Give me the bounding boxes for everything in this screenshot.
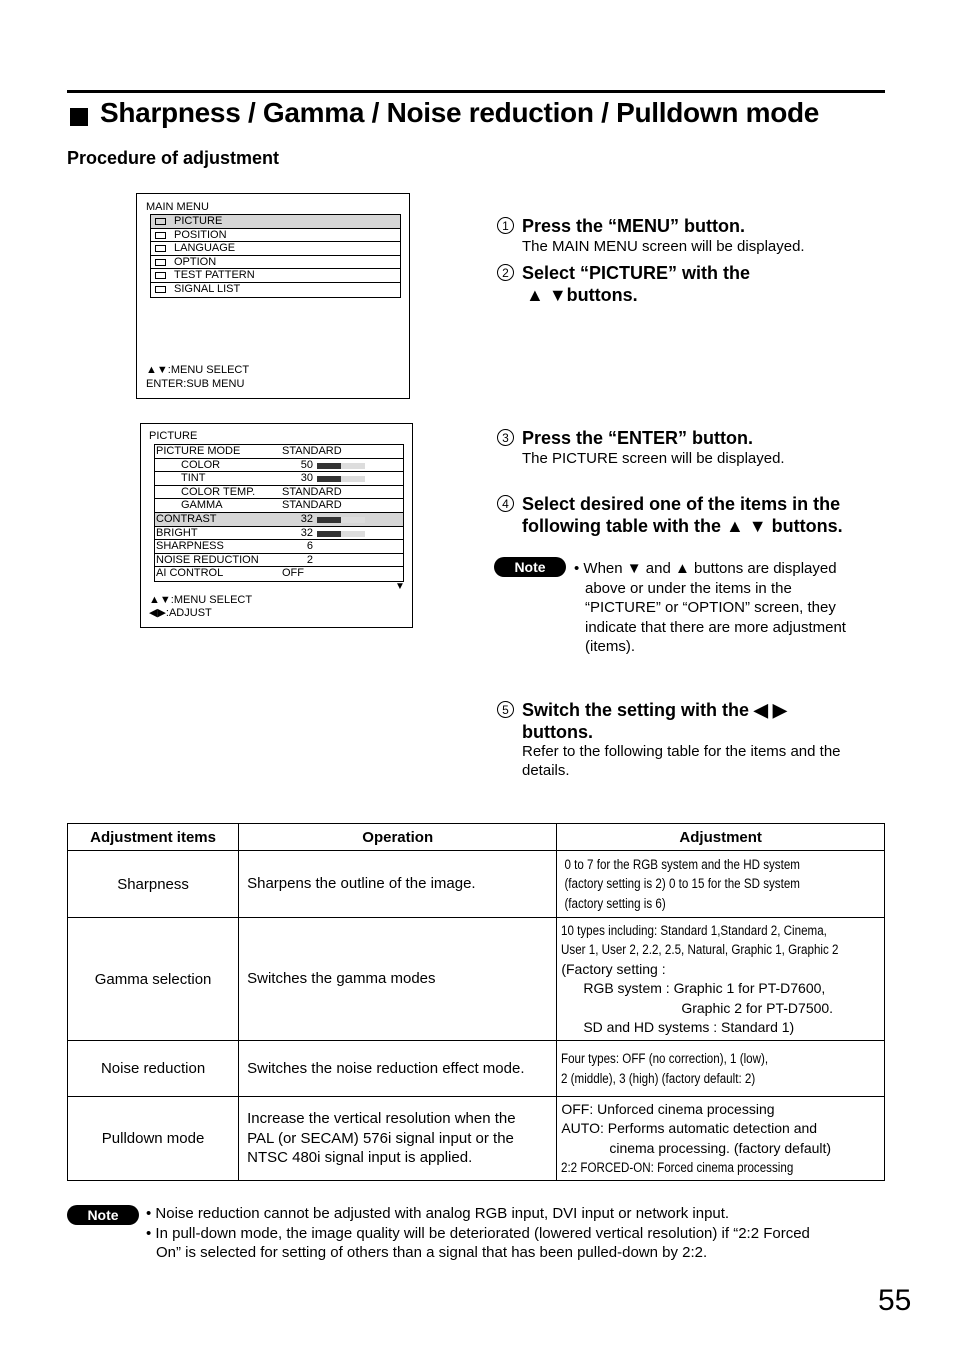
level-bar: [317, 531, 365, 537]
picture-menu-item-label: GAMMA: [181, 499, 223, 512]
step-heading: Switch the setting with the ◀ ▶: [522, 700, 787, 720]
note-line: above or under the items in the: [585, 579, 792, 597]
level-bar: [317, 476, 365, 482]
adjustment-line: AUTO: Performs automatic detection and: [561, 1120, 818, 1136]
operation-line: NTSC 480i signal input is applied.: [247, 1149, 473, 1167]
adjustment-cell: [557, 1041, 885, 1097]
step-heading: Select “PICTURE” with the: [522, 263, 751, 283]
step-heading: Press the “ENTER” button.: [522, 428, 754, 448]
main-menu-item-position[interactable]: POSITION: [151, 229, 400, 243]
picture-menu-item-value: STANDARD: [282, 485, 342, 498]
adjustment-line: OFF: Unforced cinema processing: [561, 1100, 775, 1117]
item-cell: Noise reduction: [68, 1041, 239, 1097]
level-bar-fill: [317, 531, 341, 537]
column-header: Operation: [239, 824, 557, 851]
adjustment-line: (factory setting is 2) 0 to 15 for the SD system: [564, 876, 801, 892]
column-header: Adjustment: [557, 824, 885, 851]
step-number: 1: [497, 217, 514, 234]
table-row: [68, 918, 885, 1041]
picture-menu-item-value: STANDARD: [282, 445, 342, 457]
note-line: • Noise reduction cannot be adjusted with analog RGB input, DVI input or network input.: [146, 1205, 730, 1222]
adjustment-line: cinema processing. (factory default): [609, 1139, 832, 1156]
adjustment-line: (Factory setting :: [561, 960, 666, 977]
picture-menu-item-value: 50: [300, 458, 313, 471]
table-header-row: [68, 824, 885, 851]
operation-cell: Switches the gamma modes: [239, 918, 557, 1041]
column-header: Adjustment items: [68, 824, 239, 851]
adjustment-line: 2:2 FORCED-ON: Forced cinema processing: [561, 1160, 794, 1175]
adjustment-line: Graphic 2 for PT-D7500.: [681, 999, 834, 1016]
picture-menu-item-value: 30: [300, 472, 313, 485]
table-row: [68, 1097, 885, 1181]
picture-menu-item-label: AI CONTROL: [156, 567, 224, 580]
step-number: 2: [497, 264, 514, 281]
picture-menu-item-label: COLOR: [181, 458, 221, 471]
level-bar-fill: [317, 517, 341, 523]
adjustment-line: User 1, User 2, 2.2, 2.5, Natural, Graphic 1, Graphic 2: [561, 942, 839, 957]
picture-menu-item[interactable]: [155, 459, 403, 473]
picture-menu-item-label: NOISE REDUCTION: [156, 553, 259, 566]
main-menu-list: [150, 214, 401, 298]
picture-menu-item-value: 6: [306, 540, 313, 553]
step-heading-line2: ▲ ▼buttons.: [526, 285, 638, 305]
picture-menu-item-value: 32: [300, 526, 313, 539]
adjustment-table: [67, 823, 885, 1181]
option-icon: [155, 259, 166, 266]
note-line: “PICTURE” or “OPTION” screen, they: [585, 599, 836, 616]
picture-menu-item[interactable]: [155, 486, 403, 500]
title-bullet-icon: [70, 108, 88, 126]
step-description: The PICTURE screen will be displayed.: [522, 450, 785, 467]
main-menu-item-picture[interactable]: PICTURE: [151, 215, 400, 229]
note-1: [574, 559, 874, 657]
title-rule: [67, 90, 885, 93]
note-badge: Note: [67, 1205, 139, 1225]
operation-line: Increase the vertical resolution when the: [247, 1110, 516, 1128]
picture-menu-title: PICTURE: [149, 430, 198, 442]
adjustment-line: 10 types including: Standard 1,Standard 2, Cinema,: [561, 922, 828, 938]
picture-menu-item-label: COLOR TEMP.: [181, 485, 256, 498]
main-menu-footer-select: ▲▼:MENU SELECT: [146, 364, 250, 376]
step-heading: Press the “MENU” button.: [522, 216, 746, 236]
operation-cell: Sharpens the outline of the image.: [239, 851, 557, 918]
note-line: (items).: [585, 638, 635, 655]
page-title: Sharpness / Gamma / Noise reduction / Pulldown mode: [100, 97, 820, 128]
note-badge: Note: [494, 557, 566, 577]
picture-menu-item[interactable]: [155, 527, 403, 541]
step-number: 4: [497, 495, 514, 512]
test-pattern-icon: [155, 272, 166, 279]
adjustment-line: RGB system : Graphic 1 for PT-D7600,: [583, 980, 826, 996]
picture-menu-item-value: OFF: [282, 567, 304, 580]
main-menu-title: MAIN MENU: [146, 201, 209, 213]
note-line: • When ▼ and ▲ buttons are displayed: [574, 560, 837, 577]
step-heading-line2: following table with the ▲ ▼ buttons.: [522, 516, 843, 536]
more-items-arrow-icon: ▼: [395, 581, 405, 592]
picture-menu-footer-adjust: ◀▶:ADJUST: [149, 607, 212, 619]
main-menu-footer-enter: ENTER:SUB MENU: [146, 378, 245, 390]
picture-menu-item[interactable]: [155, 513, 403, 527]
picture-menu-item-label: TINT: [181, 472, 206, 485]
item-cell: Gamma selection: [68, 918, 239, 1041]
main-menu-screen: [136, 193, 410, 399]
level-bar-fill: [317, 463, 341, 469]
picture-menu-item[interactable]: [155, 567, 403, 581]
note-2: [146, 1204, 876, 1263]
picture-menu-screen: [140, 423, 413, 628]
main-menu-item-language[interactable]: LANGUAGE: [151, 242, 400, 256]
item-cell: Pulldown mode: [68, 1097, 239, 1181]
picture-menu-item[interactable]: [155, 554, 403, 568]
language-icon: [155, 245, 166, 252]
main-menu-item-signal-list[interactable]: SIGNAL LIST: [151, 283, 400, 297]
procedure-heading: Procedure of adjustment: [67, 148, 280, 168]
picture-menu-item-value: 32: [300, 512, 313, 525]
note-line: indicate that there are more adjustment: [585, 618, 846, 636]
operation-line: PAL (or SECAM) 576i signal input or the: [247, 1129, 514, 1147]
level-bar: [317, 517, 365, 523]
adjustment-cell: [557, 1097, 885, 1181]
adjustment-line: 0 to 7 for the RGB system and the HD system: [564, 856, 801, 872]
adjustment-cell: [557, 918, 885, 1041]
picture-menu-list: [154, 444, 404, 582]
picture-menu-item[interactable]: [155, 499, 403, 513]
level-bar: [317, 463, 365, 469]
adjustment-line: Four types: OFF (no correction), 1 (low),: [561, 1051, 769, 1066]
picture-menu-item[interactable]: [155, 445, 403, 459]
level-bar-fill: [317, 476, 341, 482]
step-description: The MAIN MENU screen will be displayed.: [522, 238, 805, 255]
adjustment-line: SD and HD systems : Standard 1): [583, 1019, 795, 1035]
table-row: [68, 1041, 885, 1097]
picture-menu-item[interactable]: [155, 540, 403, 554]
page-number: 55: [878, 1284, 912, 1317]
main-menu-item-test-pattern[interactable]: TEST PATTERN: [151, 269, 400, 283]
position-icon: [155, 232, 166, 239]
step-number: 3: [497, 429, 514, 446]
step-description-line2: details.: [522, 762, 570, 779]
adjustment-cell: [557, 851, 885, 918]
step-number: 5: [497, 701, 514, 718]
picture-menu-item-label: CONTRAST: [156, 512, 217, 525]
step-heading: Select desired one of the items in the: [522, 494, 841, 514]
note-line: • In pull-down mode, the image quality will be deteriorated (lowered vertical resolution) if “2:2 Forced: [146, 1224, 810, 1242]
item-cell: Sharpness: [68, 851, 239, 918]
main-menu-item-option[interactable]: OPTION: [151, 256, 400, 270]
adjustment-line: 2 (middle), 3 (high) (factory default: 2): [561, 1070, 756, 1086]
step-heading-line2: buttons.: [522, 722, 593, 742]
picture-menu-item-value: 2: [306, 553, 313, 566]
signal-list-icon: [155, 286, 166, 293]
operation-cell: [239, 1097, 557, 1181]
adjustment-line: (factory setting is 6): [564, 895, 667, 911]
table-row: [68, 851, 885, 918]
operation-cell: Switches the noise reduction effect mode.: [239, 1041, 557, 1097]
note-line: On” is selected for setting of others than a signal that has been pulled-down by 2:2.: [156, 1244, 708, 1261]
step-description: Refer to the following table for the items and the: [522, 743, 841, 760]
picture-icon: [155, 218, 166, 225]
picture-menu-item-label: BRIGHT: [156, 526, 198, 539]
picture-menu-item-value: STANDARD: [282, 499, 342, 512]
picture-menu-item-label: SHARPNESS: [156, 540, 224, 553]
picture-menu-footer-select: ▲▼:MENU SELECT: [149, 594, 253, 606]
picture-menu-item[interactable]: [155, 472, 403, 486]
picture-menu-item-label: PICTURE MODE: [156, 445, 241, 457]
